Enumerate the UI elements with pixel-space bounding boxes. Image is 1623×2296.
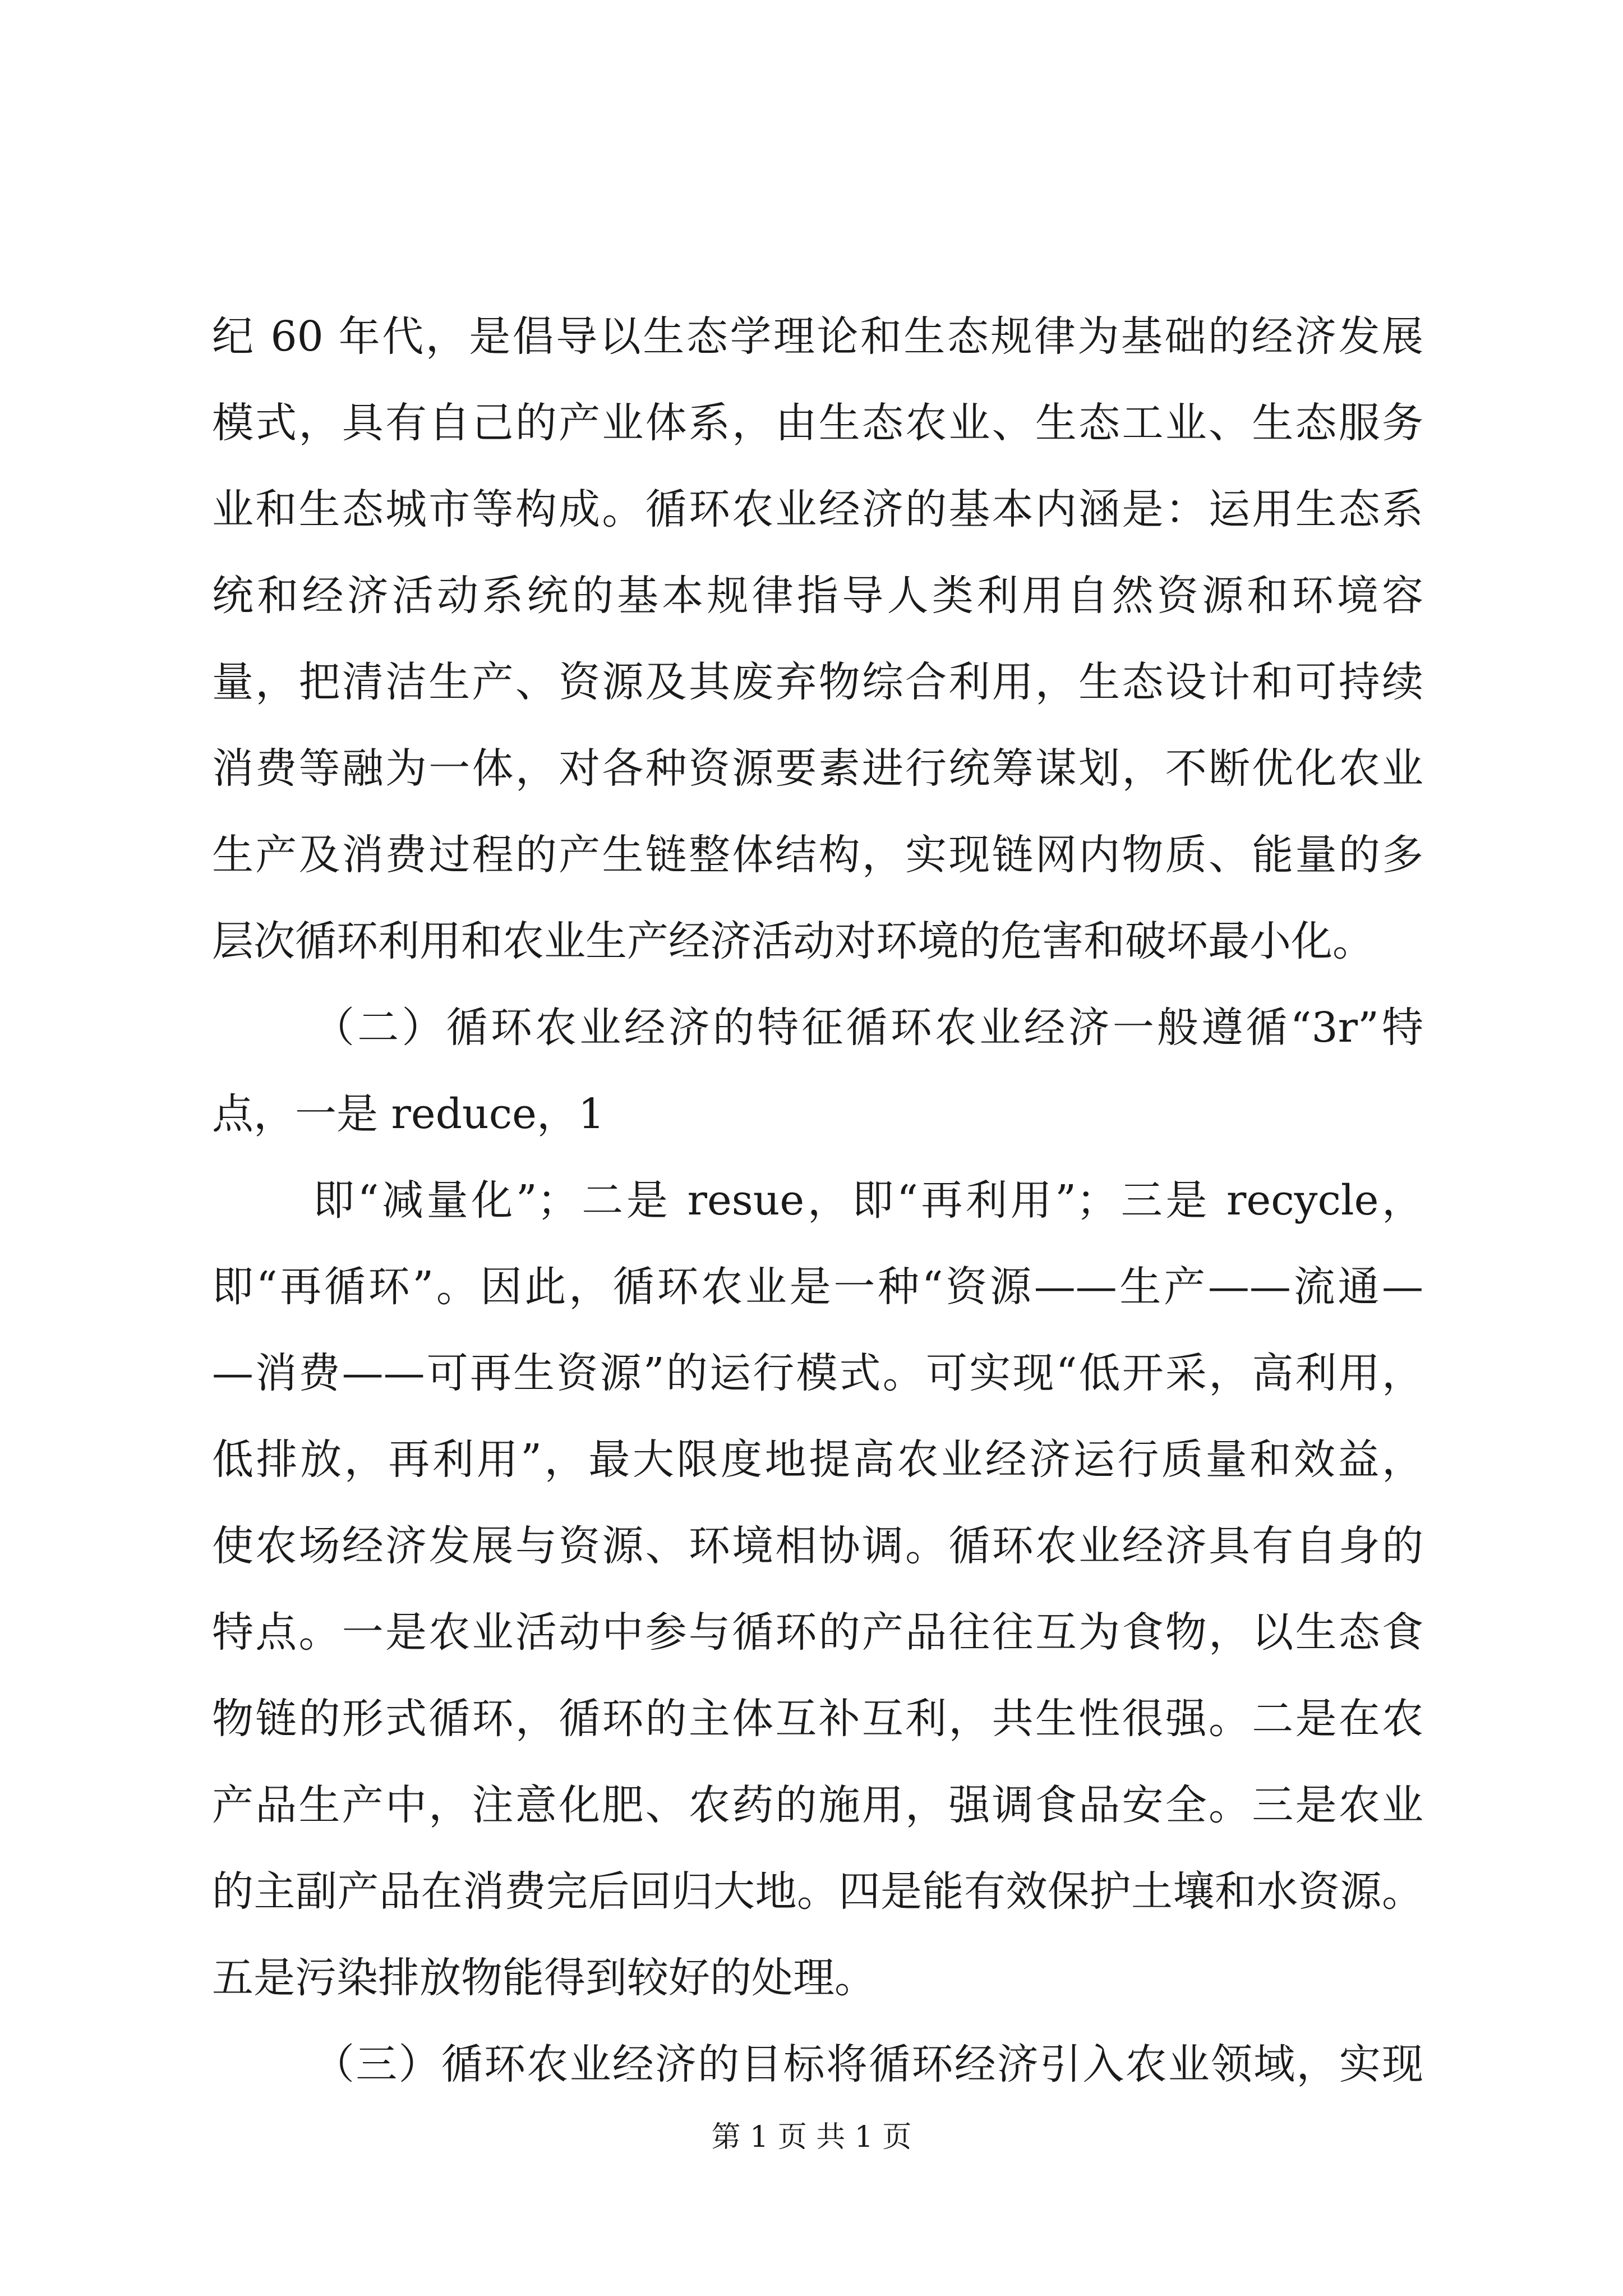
text-line: 层次循环利用和农业生产经济活动对环境的危害和破坏最小化。 (212, 917, 1374, 965)
text-line: —消费——可再生资源”的运行模式。可实现“低开采，高利用， (212, 1349, 1423, 1397)
text-line: 纪 60 年代，是倡导以生态学理论和生态规律为基础的经济发展 (212, 312, 1423, 361)
text-line: 即“再循环”。因此，循环农业是一种“资源——生产——流通— (212, 1263, 1423, 1311)
text-line: 即“减量化”；二是 resue，即“再利用”；三是 recycle， (313, 1176, 1423, 1225)
page-footer: 第 1 页 共 1 页 (711, 2120, 912, 2154)
text-line: 物链的形式循环，循环的主体互补互利，共生性很强。二是在农 (212, 1695, 1423, 1743)
text-line: 的主副产品在消费完后回归大地。四是能有效保护土壤和水资源。 (212, 1867, 1423, 1916)
text-line: （二）循环农业经济的特征循环农业经济一般遵循“3r”特 (313, 1004, 1423, 1052)
text-line: 五是污染排放物能得到较好的处理。 (212, 1954, 876, 2002)
text-line: 低排放，再利用”，最大限度地提高农业经济运行质量和效益， (212, 1435, 1423, 1484)
text-line: 生产及消费过程的产生链整体结构，实现链网内物质、能量的多 (212, 831, 1423, 879)
text-line: 使农场经济发展与资源、环境相协调。循环农业经济具有自身的 (212, 1522, 1423, 1570)
text-line: 模式，具有自己的产业体系，由生态农业、生态工业、生态服务 (212, 399, 1423, 447)
text-line: 点，一是 reduce，1 (212, 1090, 605, 1138)
text-line: 特点。一是农业活动中参与循环的产品往往互为食物，以生态食 (212, 1608, 1423, 1657)
text-line: 统和经济活动系统的基本规律指导人类利用自然资源和环境容 (212, 572, 1423, 620)
text-line: 业和生态城市等构成。循环农业经济的基本内涵是：运用生态系 (212, 485, 1423, 533)
text-line: （三）循环农业经济的目标将循环经济引入农业领域，实现 (313, 2040, 1423, 2088)
text-line: 产品生产中，注意化肥、农药的施用，强调食品安全。三是农业 (212, 1781, 1423, 1829)
text-line: 量，把清洁生产、资源及其废弃物综合利用，生态设计和可持续 (212, 658, 1423, 706)
text-line: 消费等融为一体，对各种资源要素进行统筹谋划，不断优化农业 (212, 744, 1423, 793)
